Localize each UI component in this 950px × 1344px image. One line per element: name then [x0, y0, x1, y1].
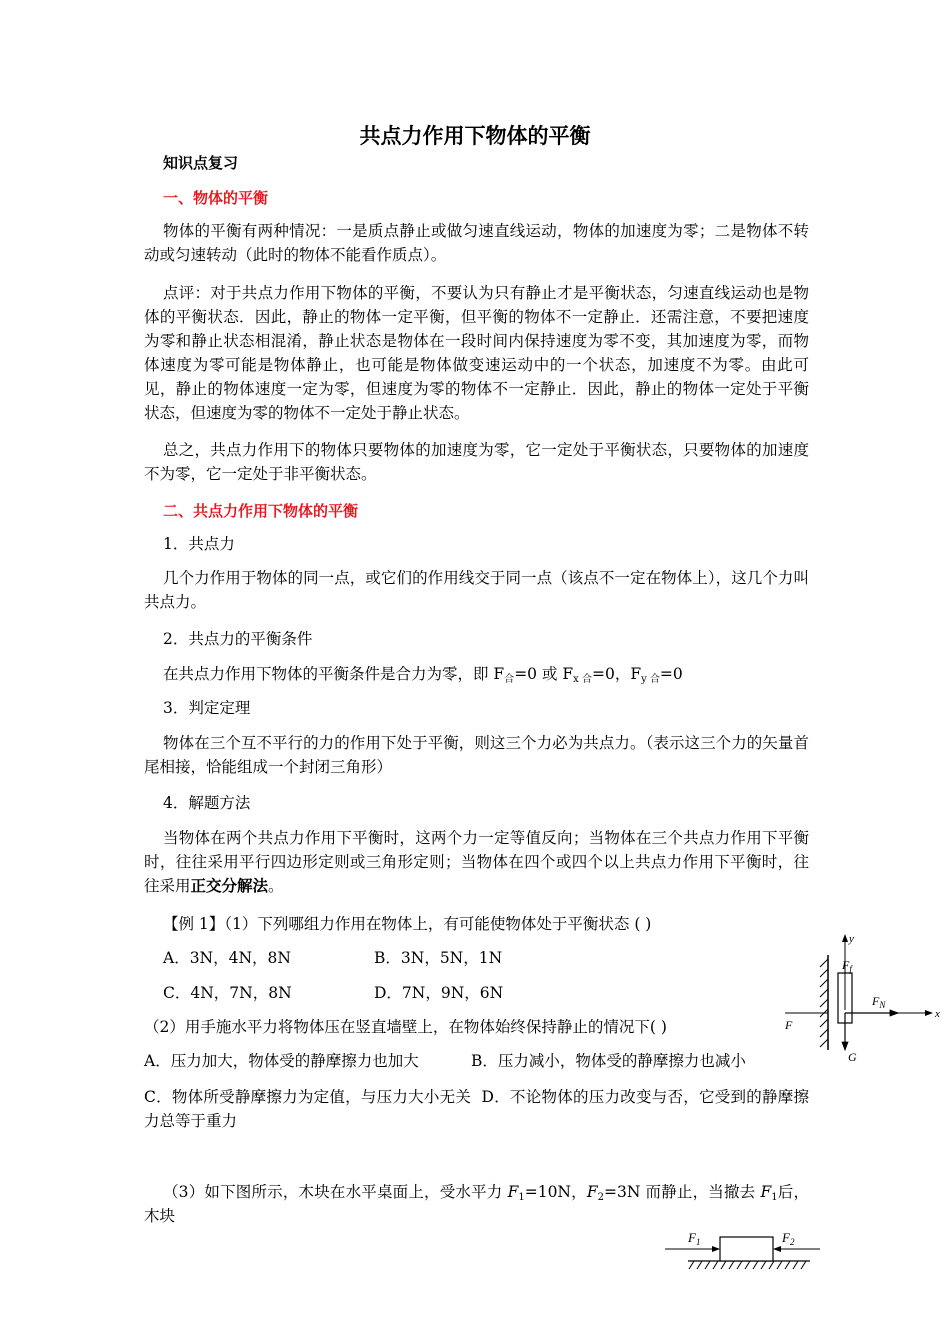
option-b: B．3N，5N，1N	[374, 949, 503, 967]
friction-label: $F_f$	[842, 958, 852, 974]
question-2: （2）用手施水平力将物体压在竖直墙壁上，在物体始终保持静止的情况下( )	[144, 1018, 667, 1036]
force-diagram-wall	[780, 925, 945, 1065]
normal-force-label: $F_N$	[872, 994, 886, 1010]
paragraph: 总之，共点力作用下的物体只要物体的加速度为零，它一定处于平衡状态，只要物体的加速度不为零，它一定处于非平衡状态。	[144, 441, 809, 483]
gravity-label: G	[848, 1050, 857, 1064]
table-hatch	[689, 1261, 806, 1269]
wood-block	[720, 1237, 773, 1261]
review-label: 知识点复习	[163, 154, 239, 172]
section-heading-1: 一、物体的平衡	[163, 189, 269, 207]
y-axis-label: y	[849, 933, 854, 945]
paragraph: 物体的平衡有两种情况：一是质点静止或做匀速直线运动，物体的加速度为零；二是物体不转动或匀速转动（此时的物体不能看作质点）。	[144, 222, 809, 264]
paragraph: 几个力作用于物体的同一点，或它们的作用线交于同一点（该点不一定在物体上），这几个力叫共点力。	[144, 569, 809, 611]
paragraph: 当物体在两个共点力作用下平衡时，这两个力一定等值反向；当物体在三个共点力作用下平衡时，往往采用平行四边形定则或三角形定则；当物体在四个或四个以上共点力作用下平衡时，往往采用正交分解法。	[144, 829, 809, 895]
item-title: 2．共点力的平衡条件	[163, 630, 313, 648]
page-title: 共点力作用下物体的平衡	[359, 124, 591, 148]
question-3: （3）如下图所示，木块在水平桌面上，受水平力 $F_1=10N$，$F_2=3N$ 而静止，当撤去 $F_1$后，木块	[144, 1183, 809, 1225]
applied-force-label: F	[785, 1018, 793, 1032]
section-heading-2: 二、共点力作用下物体的平衡	[163, 502, 359, 520]
force-f1-label: $F_1$	[688, 1230, 701, 1247]
wall-hatch	[820, 959, 828, 1047]
option-d: D．7N，9N，6N	[374, 984, 504, 1002]
option-c-d: C．物体所受静摩擦力为定值，与压力大小无关 D．不论物体的压力改变与否，它受到的静摩擦力总等于重力	[144, 1088, 809, 1130]
block-on-table-diagram	[660, 1225, 830, 1280]
option-b: B．压力减小，物体受的静摩擦力也减小	[471, 1052, 746, 1070]
force-f2-label: $F_2$	[782, 1230, 795, 1247]
option-c: C．4N，7N，8N	[163, 984, 292, 1002]
x-axis-label: x	[935, 1008, 940, 1020]
option-a: A．压力加大，物体受的静摩擦力也加大	[144, 1052, 419, 1070]
option-a: A．3N，4N，8N	[163, 949, 291, 967]
equilibrium-condition: 在共点力作用下物体的平衡条件是合力为零，即 $F_合=0$ 或 $F_{x 合}=0$，$F_{y 合}=0$	[163, 665, 683, 685]
item-title: 4．解题方法	[163, 794, 251, 812]
item-title: 1．共点力	[163, 535, 235, 553]
paragraph: 点评：对于共点力作用下物体的平衡，不要认为只有静止才是平衡状态，匀速直线运动也是物体的平衡状态．因此，静止的物体一定平衡，但平衡的物体不一定静止．还需注意，不要把速度为零和静止状态相混淆，静止状态是物体在一段时间内保持速度为零不变，其加速度为零，而物体速度为零可能是物体静止，也可能是物体做变速运动中的一个状态，加速度不为零。由此可见，静止的物体速度一定为零，但速度为零的物体不一定静止．因此，静止的物体一定处于平衡状态，但速度为零的物体不一定处于静止状态。	[144, 284, 809, 422]
item-title: 3．判定定理	[163, 699, 251, 717]
paragraph: 物体在三个互不平行的力的作用下处于平衡，则这三个力必为共点力。（表示这三个力的矢量首尾相接，恰能组成一个封闭三角形）	[144, 734, 809, 776]
question-1: 【例 1】（1）下列哪组力作用在物体上，有可能使物体处于平衡状态 ( )	[163, 915, 652, 933]
